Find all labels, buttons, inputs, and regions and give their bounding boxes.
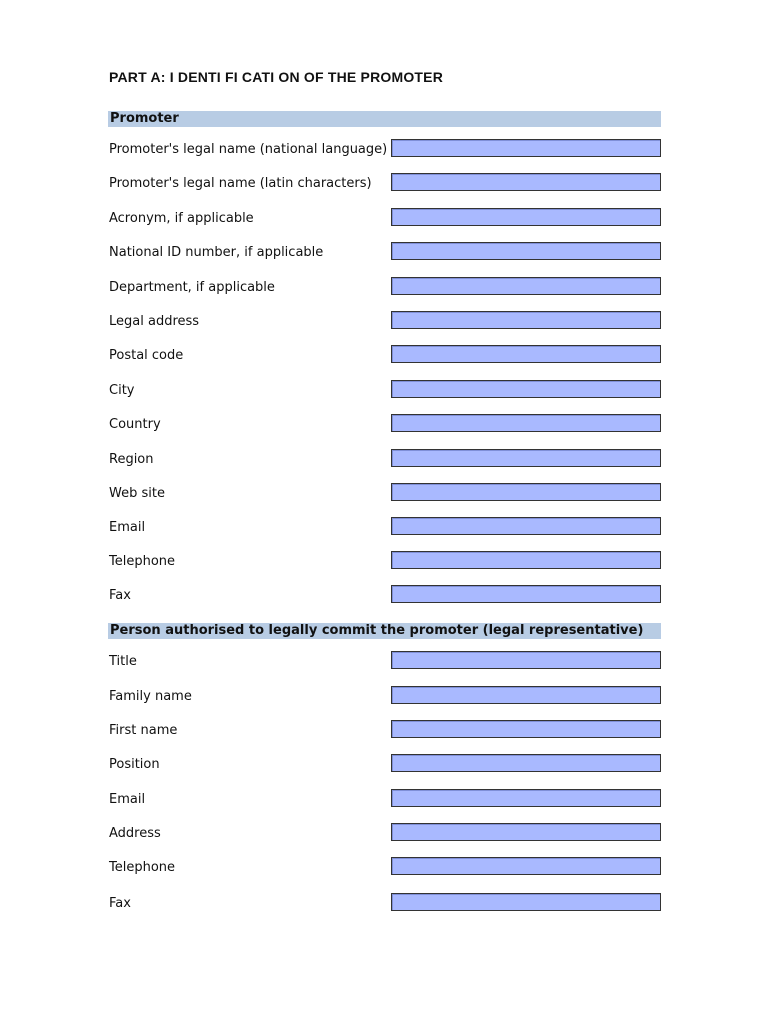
form-row-acronym	[109, 208, 664, 230]
rep-title-input[interactable]	[391, 651, 661, 669]
field-label: Acronym, if applicable	[109, 211, 254, 226]
form-row-legal-name-national	[109, 139, 664, 161]
city-input[interactable]	[391, 380, 661, 398]
rep-family-name-input[interactable]	[391, 686, 661, 704]
form-row-legal-name-latin	[109, 173, 664, 195]
field-label: Promoter's legal name (latin characters)	[109, 176, 372, 191]
rep-telephone-input[interactable]	[391, 857, 661, 875]
telephone-input[interactable]	[391, 551, 661, 569]
field-label: Legal address	[109, 314, 200, 329]
form-row-email	[109, 517, 664, 539]
field-label: Promoter's legal name (national language)	[109, 142, 388, 157]
field-label: Email	[109, 792, 146, 807]
field-label: Telephone	[109, 860, 176, 875]
section-header-legal-representative: Person authorised to legally commit the promoter (legal representative)	[108, 623, 661, 639]
form-row-postal-code	[109, 345, 664, 367]
field-label: Region	[109, 452, 154, 467]
fax-input[interactable]	[391, 585, 661, 603]
field-label: Fax	[109, 896, 131, 911]
rep-email-input[interactable]	[391, 789, 661, 807]
legal-name-latin-input[interactable]	[391, 173, 661, 191]
field-label: Email	[109, 520, 146, 535]
form-row-region	[109, 449, 664, 471]
field-label: Family name	[109, 689, 192, 704]
field-label: Title	[109, 654, 137, 669]
rep-address-input[interactable]	[391, 823, 661, 841]
country-input[interactable]	[391, 414, 661, 432]
form-row-rep-title	[109, 651, 664, 673]
form-row-rep-first-name	[109, 720, 664, 742]
national-id-input[interactable]	[391, 242, 661, 260]
form-row-city	[109, 380, 664, 402]
email-input[interactable]	[391, 517, 661, 535]
field-label: Telephone	[109, 554, 176, 569]
acronym-input[interactable]	[391, 208, 661, 226]
field-label: City	[109, 383, 135, 398]
rep-position-input[interactable]	[391, 754, 661, 772]
legal-name-national-input[interactable]	[391, 139, 661, 157]
field-label: Department, if applicable	[109, 280, 275, 295]
legal-address-input[interactable]	[391, 311, 661, 329]
field-label: Country	[109, 417, 161, 432]
section-header-promoter: Promoter	[108, 111, 661, 127]
field-label: National ID number, if applicable	[109, 245, 324, 260]
form-row-telephone	[109, 551, 664, 573]
postal-code-input[interactable]	[391, 345, 661, 363]
form-row-rep-address	[109, 823, 664, 845]
form-row-department	[109, 277, 664, 299]
web-site-input[interactable]	[391, 483, 661, 501]
form-row-rep-position	[109, 754, 664, 776]
field-label: Web site	[109, 486, 165, 501]
rep-fax-input[interactable]	[391, 893, 661, 911]
field-label: Address	[109, 826, 161, 841]
form-row-rep-fax	[109, 893, 664, 915]
form-row-rep-family-name	[109, 686, 664, 708]
form-row-rep-email	[109, 789, 664, 811]
field-label: First name	[109, 723, 178, 738]
form-row-country	[109, 414, 664, 436]
field-label: Postal code	[109, 348, 184, 363]
form-row-rep-telephone	[109, 857, 664, 879]
field-label: Fax	[109, 588, 131, 603]
form-row-web-site	[109, 483, 664, 505]
form-row-legal-address	[109, 311, 664, 333]
rep-first-name-input[interactable]	[391, 720, 661, 738]
page-title: PART A: I DENTI FI CATI ON OF THE PROMOTER	[109, 69, 444, 85]
department-input[interactable]	[391, 277, 661, 295]
form-row-national-id	[109, 242, 664, 264]
field-label: Position	[109, 757, 160, 772]
form-row-fax	[109, 585, 664, 607]
region-input[interactable]	[391, 449, 661, 467]
